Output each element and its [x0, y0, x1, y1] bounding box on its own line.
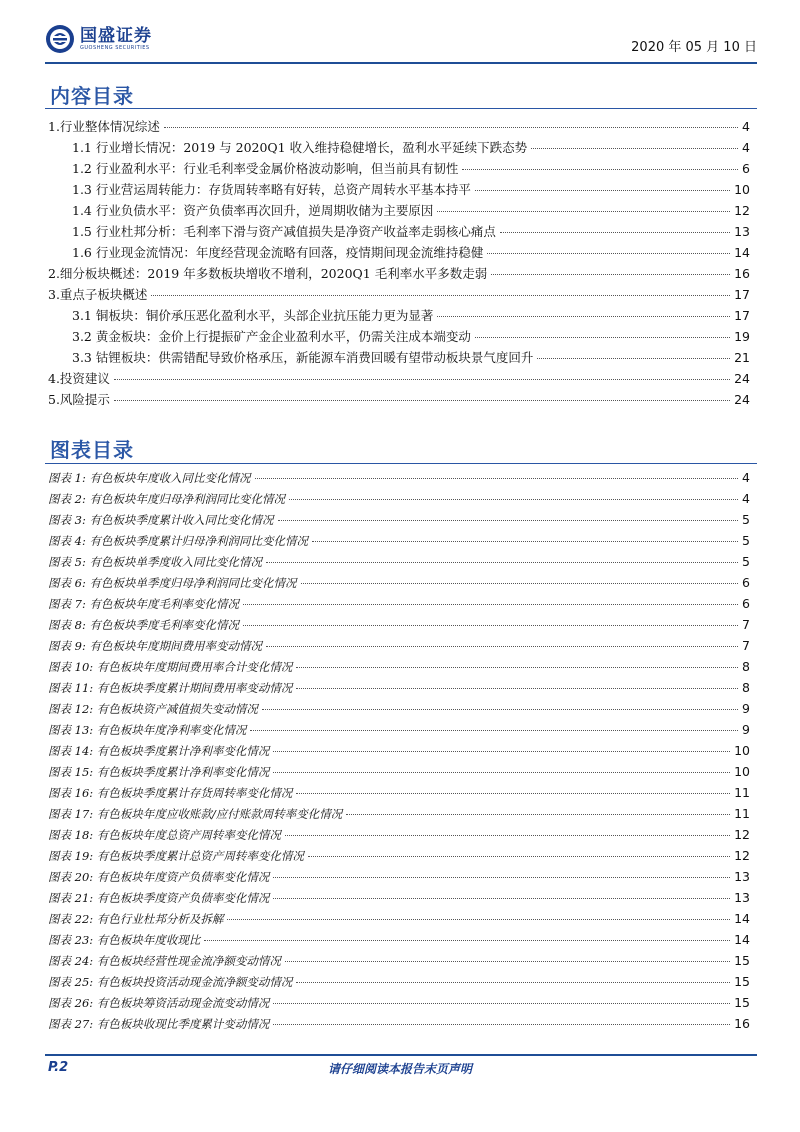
dot-leader: [346, 814, 730, 815]
figure-entry[interactable]: [48, 617, 750, 638]
figure-entry-page-number: 7: [742, 617, 750, 632]
toc-entry-label: 4.投资建议: [48, 371, 110, 386]
page-header: [45, 22, 757, 60]
header-divider: [45, 62, 757, 64]
figure-entry-label: 图表 12: 有色板块资产减值损失变动情况: [48, 702, 258, 716]
toc-entry[interactable]: [48, 180, 750, 201]
figure-entry[interactable]: [48, 848, 750, 869]
dot-leader: [262, 709, 738, 710]
figure-entry-label: 图表 23: 有色板块年度收现比: [48, 933, 201, 947]
figure-entry[interactable]: [48, 659, 750, 680]
toc-entry-label: 1.行业整体情况综述: [48, 119, 160, 134]
dot-leader: [296, 667, 738, 668]
dot-leader: [243, 604, 738, 605]
figure-entry-label: 图表 7: 有色板块年度毛利率变化情况: [48, 597, 240, 611]
figure-entry-label: 图表 5: 有色板块单季度收入同比变化情况: [48, 555, 263, 569]
toc-entry-label: 1.5 行业杜邦分析：毛利率下滑与资产减值损失是净资产收益率走弱核心痛点: [72, 224, 496, 239]
figure-entry-label: 图表 9: 有色板块年度期间费用率变动情况: [48, 639, 263, 653]
figure-entry[interactable]: [48, 911, 750, 932]
figure-entry-label: 图表 4: 有色板块季度累计归母净利润同比变化情况: [48, 534, 308, 548]
dot-leader: [475, 190, 730, 191]
dot-leader: [204, 940, 730, 941]
toc-entry-label: 3.重点子板块概述: [48, 287, 148, 302]
figure-entry-label: 图表 19: 有色板块季度累计总资产周转率变化情况: [48, 849, 304, 863]
toc-entry-page-number: 13: [734, 224, 750, 239]
toc-entry-page-number: 21: [734, 350, 750, 365]
figure-entry[interactable]: [48, 743, 750, 764]
dot-leader: [273, 1024, 730, 1025]
toc-entry-label: 2.细分板块概述：2019 年多数板块增收不增利，2020Q1 毛利率水平多数走弱: [48, 266, 488, 281]
figure-entry-page-number: 6: [742, 596, 750, 611]
figure-entry-page-number: 9: [742, 701, 750, 716]
guosheng-logo-icon: [45, 24, 75, 54]
dot-leader: [491, 274, 730, 275]
figure-entry-page-number: 15: [734, 974, 750, 989]
toc-entry-page-number: 17: [734, 287, 750, 302]
dot-leader: [475, 337, 730, 338]
figure-entry[interactable]: [48, 638, 750, 659]
figure-entry-label: 图表 15: 有色板块季度累计净利率变化情况: [48, 765, 270, 779]
figure-entry-page-number: 8: [742, 659, 750, 674]
toc-entry-page-number: 4: [742, 119, 750, 134]
figure-entry-page-number: 13: [734, 869, 750, 884]
figure-entry-label: 图表 27: 有色板块收现比季度累计变动情况: [48, 1017, 270, 1031]
toc-entry-page-number: 10: [734, 182, 750, 197]
toc-entry-label: 1.4 行业负债水平：资产负债率再次回升，逆周期收储为主要原因: [72, 203, 434, 218]
figure-entry-page-number: 14: [734, 932, 750, 947]
figures-list: [48, 470, 750, 1037]
toc-entry-label: 3.3 钴锂板块：供需错配导致价格承压，新能源车消费回暖有望带动板块景气度回升: [72, 350, 534, 365]
figure-entry-page-number: 5: [742, 554, 750, 569]
toc-list: [48, 117, 750, 411]
figure-entry-label: 图表 18: 有色板块年度总资产周转率变化情况: [48, 828, 281, 842]
dot-leader: [255, 478, 739, 479]
dot-leader: [296, 793, 730, 794]
toc-entry[interactable]: [48, 327, 750, 348]
figure-entry-label: 图表 13: 有色板块年度净利率变化情况: [48, 723, 247, 737]
figure-entry[interactable]: [48, 1016, 750, 1037]
figure-entry-page-number: 14: [734, 911, 750, 926]
toc-entry[interactable]: [48, 117, 750, 138]
dot-leader: [243, 625, 738, 626]
figure-entry-page-number: 10: [734, 764, 750, 779]
figure-entry-page-number: 11: [734, 785, 750, 800]
figure-entry-page-number: 6: [742, 575, 750, 590]
figure-entry-label: 图表 24: 有色板块经营性现金流净额变动情况: [48, 954, 281, 968]
figure-entry-label: 图表 22: 有色行业杜邦分析及拆解: [48, 912, 224, 926]
dot-leader: [273, 751, 730, 752]
dot-leader: [289, 499, 738, 500]
dot-leader: [301, 583, 739, 584]
figure-entry-page-number: 9: [742, 722, 750, 737]
toc-entry[interactable]: [48, 390, 750, 411]
figures-title: 图表目录: [50, 438, 134, 462]
toc-entry-label: 1.3 行业营运周转能力：存货周转率略有好转，总资产周转水平基本持平: [72, 182, 471, 197]
dot-leader: [531, 148, 738, 149]
toc-title-divider: [45, 108, 757, 109]
dot-leader: [114, 400, 730, 401]
dot-leader: [437, 316, 730, 317]
dot-leader: [296, 688, 738, 689]
figure-entry-label: 图表 2: 有色板块年度归母净利润同比变化情况: [48, 492, 285, 506]
brand-name-en: GUOSHENG SECURITIES: [80, 44, 150, 51]
figure-entry[interactable]: [48, 806, 750, 827]
figure-entry-label: 图表 3: 有色板块季度累计收入同比变化情况: [48, 513, 274, 527]
toc-entry-page-number: 12: [734, 203, 750, 218]
toc-title: 内容目录: [50, 84, 134, 108]
dot-leader: [537, 358, 730, 359]
toc-entry-page-number: 24: [734, 392, 750, 407]
figure-entry[interactable]: [48, 974, 750, 995]
dot-leader: [273, 1003, 730, 1004]
toc-entry[interactable]: [48, 138, 750, 159]
figure-entry[interactable]: [48, 491, 750, 512]
figure-entry-page-number: 7: [742, 638, 750, 653]
dot-leader: [266, 562, 738, 563]
figure-entry-page-number: 15: [734, 953, 750, 968]
toc-entry-page-number: 14: [734, 245, 750, 260]
figure-entry-page-number: 4: [742, 470, 750, 485]
figure-entry-page-number: 12: [734, 827, 750, 842]
brand-logo: [45, 24, 152, 54]
figure-entry[interactable]: [48, 533, 750, 554]
toc-entry[interactable]: [48, 348, 750, 369]
figure-entry-page-number: 12: [734, 848, 750, 863]
toc-entry-label: 1.2 行业盈利水平：行业毛利率受金属价格波动影响，但当前具有韧性: [72, 161, 459, 176]
figure-entry[interactable]: [48, 869, 750, 890]
toc-entry-page-number: 19: [734, 329, 750, 344]
toc-entry[interactable]: [48, 264, 750, 285]
dot-leader: [312, 541, 738, 542]
figure-entry-label: 图表 20: 有色板块年度资产负债率变化情况: [48, 870, 270, 884]
figure-entry[interactable]: [48, 680, 750, 701]
figure-entry-page-number: 4: [742, 491, 750, 506]
figure-entry[interactable]: [48, 995, 750, 1016]
toc-entry-label: 1.6 行业现金流情况：年度经营现金流略有回落，疫情期间现金流维持稳健: [72, 245, 484, 260]
figure-entry-page-number: 8: [742, 680, 750, 695]
dot-leader: [285, 961, 730, 962]
toc-entry[interactable]: [48, 201, 750, 222]
page-number: P.2: [48, 1060, 69, 1075]
figure-entry-label: 图表 1: 有色板块年度收入同比变化情况: [48, 471, 251, 485]
figure-entry-page-number: 10: [734, 743, 750, 758]
figure-entry-label: 图表 14: 有色板块季度累计净利率变化情况: [48, 744, 270, 758]
dot-leader: [273, 877, 730, 878]
figure-entry[interactable]: [48, 470, 750, 491]
toc-entry-label: 3.1 铜板块：铜价承压恶化盈利水平，头部企业抗压能力更为显著: [72, 308, 434, 323]
figure-entry[interactable]: [48, 596, 750, 617]
toc-entry-label: 1.1 行业增长情况：2019 与 2020Q1 收入维持稳健增长，盈利水平延续下跌态势: [72, 140, 528, 155]
figure-entry-label: 图表 16: 有色板块季度累计存货周转率变化情况: [48, 786, 293, 800]
figure-entry[interactable]: [48, 890, 750, 911]
dot-leader: [296, 982, 730, 983]
toc-entry[interactable]: [48, 243, 750, 264]
brand-name-cn: 国盛证券: [80, 25, 152, 46]
figure-entry[interactable]: [48, 512, 750, 533]
figure-entry[interactable]: [48, 554, 750, 575]
figure-entry-label: 图表 8: 有色板块季度毛利率变化情况: [48, 618, 240, 632]
figure-entry-page-number: 5: [742, 512, 750, 527]
dot-leader: [250, 730, 738, 731]
toc-entry-page-number: 16: [734, 266, 750, 281]
dot-leader: [266, 646, 738, 647]
figure-entry-label: 图表 6: 有色板块单季度归母净利润同比变化情况: [48, 576, 297, 590]
figure-entry[interactable]: [48, 932, 750, 953]
dot-leader: [462, 169, 738, 170]
figure-entry[interactable]: [48, 701, 750, 722]
dot-leader: [500, 232, 730, 233]
dot-leader: [164, 127, 738, 128]
toc-entry[interactable]: [48, 285, 750, 306]
toc-entry-label: 5.风险提示: [48, 392, 110, 407]
figure-entry-page-number: 5: [742, 533, 750, 548]
dot-leader: [487, 253, 730, 254]
dot-leader: [437, 211, 730, 212]
figure-entry[interactable]: [48, 827, 750, 848]
figure-entry-label: 图表 11: 有色板块季度累计期间费用率变动情况: [48, 681, 293, 695]
figure-entry-page-number: 15: [734, 995, 750, 1010]
figure-entry[interactable]: [48, 785, 750, 806]
figures-title-divider: [45, 463, 757, 464]
dot-leader: [278, 520, 739, 521]
dot-leader: [273, 898, 730, 899]
figure-entry-page-number: 16: [734, 1016, 750, 1031]
figure-entry-label: 图表 10: 有色板块年度期间费用率合计变化情况: [48, 660, 293, 674]
dot-leader: [151, 295, 730, 296]
footer-disclaimer: 请仔细阅读本报告末页声明: [327, 1062, 472, 1076]
figure-entry-label: 图表 25: 有色板块投资活动现金流净额变动情况: [48, 975, 293, 989]
toc-entry[interactable]: [48, 222, 750, 243]
figure-entry[interactable]: [48, 575, 750, 596]
toc-entry[interactable]: [48, 369, 750, 390]
figure-entry-label: 图表 17: 有色板块年度应收账款/应付账款周转率变化情况: [48, 807, 343, 821]
figure-entry[interactable]: [48, 722, 750, 743]
toc-entry-page-number: 4: [742, 140, 750, 155]
figure-entry-page-number: 13: [734, 890, 750, 905]
report-date: 2020 年 05 月 10 日: [631, 40, 757, 55]
figure-entry-label: 图表 21: 有色板块季度资产负债率变化情况: [48, 891, 270, 905]
dot-leader: [285, 835, 730, 836]
dot-leader: [308, 856, 730, 857]
dot-leader: [227, 919, 730, 920]
figure-entry[interactable]: [48, 764, 750, 785]
toc-entry[interactable]: [48, 159, 750, 180]
dot-leader: [273, 772, 730, 773]
toc-entry[interactable]: [48, 306, 750, 327]
toc-entry-label: 3.2 黄金板块：金价上行提振矿产金企业盈利水平，仍需关注成本端变动: [72, 329, 471, 344]
toc-entry-page-number: 17: [734, 308, 750, 323]
toc-entry-page-number: 6: [742, 161, 750, 176]
figure-entry[interactable]: [48, 953, 750, 974]
figure-entry-page-number: 11: [734, 806, 750, 821]
toc-entry-page-number: 24: [734, 371, 750, 386]
figure-entry-label: 图表 26: 有色板块筹资活动现金流变动情况: [48, 996, 270, 1010]
dot-leader: [114, 379, 730, 380]
footer-divider: [45, 1054, 757, 1056]
